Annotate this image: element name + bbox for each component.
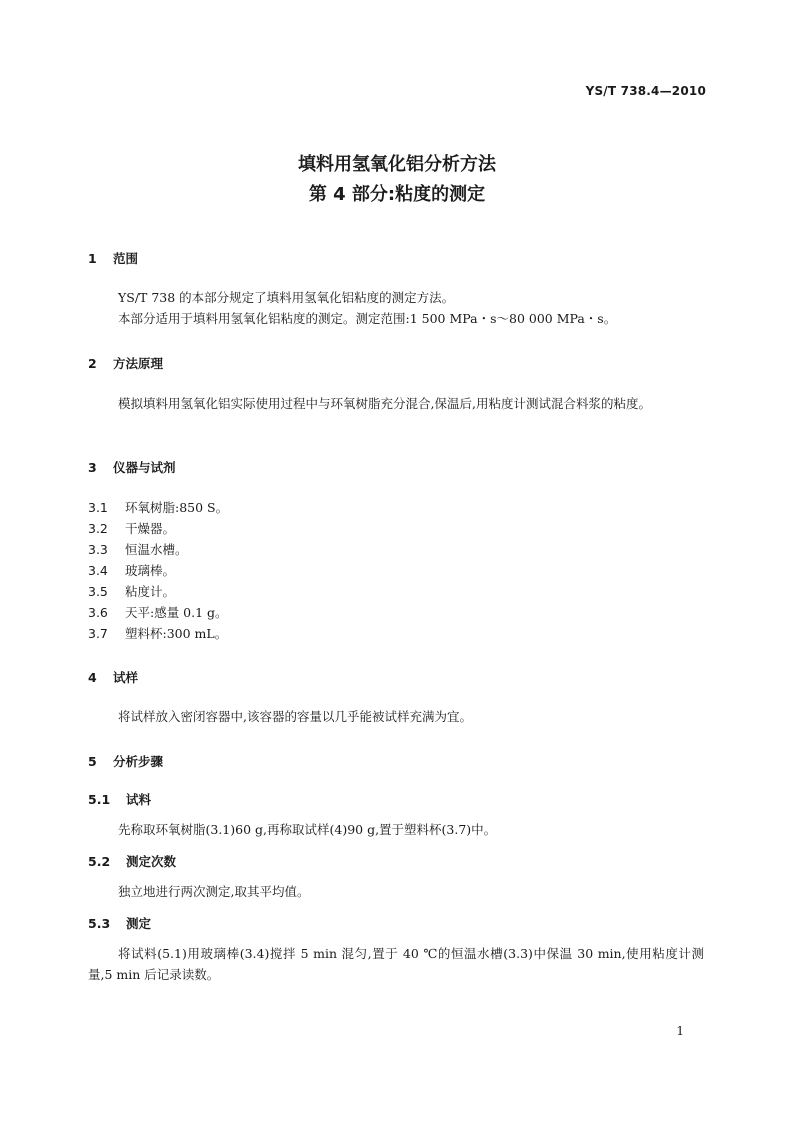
section-number: 5.2: [88, 854, 111, 869]
item-text: 玻璃棒。: [125, 563, 176, 578]
item-text: 天平:感量 0.1 g。: [125, 605, 228, 620]
section-1-heading: [88, 249, 138, 267]
item-number: 3.6: [88, 605, 108, 620]
standard-code: YS/T 738.4—2010: [585, 84, 706, 98]
section-title: 范围: [113, 251, 139, 266]
item-text: 环氧树脂:850 S。: [125, 500, 229, 515]
section-1-paragraph-2: 本部分适用于填料用氢氧化铝粘度的测定。测定范围:1 500 MPa・s～80 000 MPa・s。: [118, 311, 617, 326]
section-2-paragraph: 模拟填料用氢氧化铝实际使用过程中与环氧树脂充分混合,保温后,用粘度计测试混合料浆的粘度。: [118, 396, 651, 411]
list-item: [88, 561, 175, 579]
section-number: 1: [88, 251, 97, 266]
section-3-heading: [88, 458, 176, 476]
section-number: 3: [88, 460, 97, 475]
section-number: 2: [88, 356, 97, 371]
list-item: [88, 498, 228, 516]
section-5-2-heading: [88, 852, 176, 870]
section-number: 5: [88, 754, 97, 769]
item-text: 恒温水槽。: [125, 542, 188, 557]
section-4-heading: [88, 668, 138, 686]
item-text: 干燥器。: [125, 521, 176, 536]
section-4-paragraph: 将试样放入密闭容器中,该容器的容量以几乎能被试样充满为宜。: [118, 709, 472, 724]
section-5-1-paragraph: 先称取环氧树脂(3.1)60 g,再称取试样(4)90 g,置于塑料杯(3.7)中。: [118, 822, 497, 837]
section-title: 仪器与试剂: [113, 460, 176, 475]
item-number: 3.3: [88, 542, 108, 557]
section-5-2-paragraph: 独立地进行两次测定,取其平均值。: [118, 884, 310, 899]
section-title: 试料: [126, 792, 152, 807]
section-5-3-paragraph: 将试料(5.1)用玻璃棒(3.4)搅拌 5 min 混匀,置于 40 ℃的恒温水槽(3.3)中保温 30 min,使用粘度计测量,5 min 后记录读数。: [88, 946, 704, 982]
document-subtitle: 第 4 部分:粘度的测定: [308, 184, 486, 205]
document-title: 填料用氢氧化铝分析方法: [298, 154, 496, 175]
list-item: [88, 582, 175, 600]
section-title: 试样: [113, 670, 139, 685]
section-5-1-heading: [88, 790, 151, 808]
item-text: 粘度计。: [125, 584, 176, 599]
item-number: 3.5: [88, 584, 108, 599]
list-item: [88, 624, 227, 642]
item-number: 3.7: [88, 626, 108, 641]
section-5-3-heading: [88, 914, 151, 932]
section-title: 测定次数: [126, 854, 177, 869]
section-title: 分析步骤: [113, 754, 164, 769]
item-number: 3.4: [88, 563, 108, 578]
list-item: [88, 603, 228, 621]
section-number: 5.3: [88, 916, 111, 931]
page-number: 1: [676, 1024, 684, 1038]
section-title: 方法原理: [113, 356, 164, 371]
list-item: [88, 540, 188, 558]
section-title: 测定: [126, 916, 152, 931]
section-5-heading: [88, 752, 163, 770]
section-number: 4: [88, 670, 97, 685]
list-item: [88, 519, 175, 537]
item-number: 3.1: [88, 500, 108, 515]
item-number: 3.2: [88, 521, 108, 536]
item-text: 塑料杯:300 mL。: [125, 626, 228, 641]
section-number: 5.1: [88, 792, 111, 807]
section-2-heading: [88, 354, 163, 372]
section-1-paragraph-1: YS/T 738 的本部分规定了填料用氢氧化铝粘度的测定方法。: [118, 290, 455, 305]
